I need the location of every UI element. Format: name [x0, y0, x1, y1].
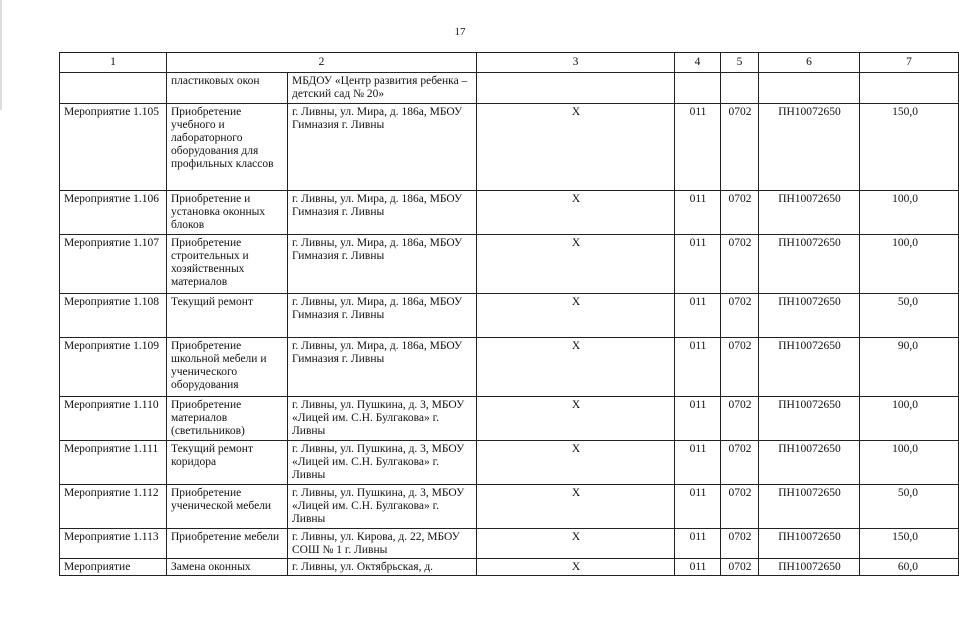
code-cell: ПН10072650 — [759, 338, 860, 397]
header-cell-7: 7 — [860, 53, 959, 73]
col4-cell: 011 — [675, 338, 721, 397]
description-cell: Текущий ремонт коридора — [167, 441, 288, 485]
description-cell: Приобретение мебели — [167, 529, 288, 559]
address-cell: г. Ливны, ул. Мира, д. 186а, МБОУ Гимназия г. Ливны — [288, 294, 477, 338]
description-cell: Приобретение и установка оконных блоков — [167, 191, 288, 235]
col3-cell: Х — [477, 294, 675, 338]
col3-cell — [477, 73, 675, 104]
amount-cell — [860, 73, 959, 104]
table-row — [60, 191, 959, 235]
description-cell: Приобретение материалов (светильников) — [167, 397, 288, 441]
col5-cell: 0702 — [721, 338, 759, 397]
code-cell: ПН10072650 — [759, 397, 860, 441]
address-cell: г. Ливны, ул. Октябрьская, д. — [288, 559, 477, 576]
col3-cell: Х — [477, 397, 675, 441]
address-cell: г. Ливны, ул. Пушкина, д. 3, МБОУ «Лицей им. С.Н. Булгакова» г. Ливны — [288, 441, 477, 485]
amount-cell: 100,0 — [860, 191, 959, 235]
col4-cell — [675, 73, 721, 104]
description-cell: Приобретение школьной мебели и ученического оборудования — [167, 338, 288, 397]
code-cell: ПН10072650 — [759, 559, 860, 576]
code-cell: ПН10072650 — [759, 441, 860, 485]
description-cell: Замена оконных — [167, 559, 288, 576]
address-cell: г. Ливны, ул. Пушкина, д. 3, МБОУ «Лицей им. С.Н. Булгакова» г. Ливны — [288, 485, 477, 529]
col5-cell: 0702 — [721, 441, 759, 485]
measure-cell — [60, 73, 167, 104]
col3-cell: Х — [477, 559, 675, 576]
amount-cell: 90,0 — [860, 338, 959, 397]
measure-cell: Мероприятие 1.111 — [60, 441, 167, 485]
table-row — [60, 397, 959, 441]
col5-cell: 0702 — [721, 397, 759, 441]
code-cell: ПН10072650 — [759, 104, 860, 191]
col4-cell: 011 — [675, 485, 721, 529]
code-cell: ПН10072650 — [759, 485, 860, 529]
header-cell-6: 6 — [759, 53, 860, 73]
col5-cell: 0702 — [721, 191, 759, 235]
col3-cell: Х — [477, 441, 675, 485]
table-row — [60, 73, 959, 104]
measure-cell: Мероприятие 1.113 — [60, 529, 167, 559]
address-cell: г. Ливны, ул. Мира, д. 186а, МБОУ Гимназия г. Ливны — [288, 104, 477, 191]
amount-cell: 100,0 — [860, 235, 959, 294]
address-cell: г. Ливны, ул. Мира, д. 186а, МБОУ Гимназия г. Ливны — [288, 235, 477, 294]
measure-cell: Мероприятие 1.109 — [60, 338, 167, 397]
table-row — [60, 235, 959, 294]
address-cell: г. Ливны, ул. Мира, д. 186а, МБОУ Гимназия г. Ливны — [288, 191, 477, 235]
measure-cell: Мероприятие 1.108 — [60, 294, 167, 338]
code-cell: ПН10072650 — [759, 235, 860, 294]
table-row — [60, 338, 959, 397]
amount-cell: 150,0 — [860, 104, 959, 191]
table-row — [60, 485, 959, 529]
budget-table — [59, 52, 959, 576]
measure-cell: Мероприятие 1.110 — [60, 397, 167, 441]
col3-cell: Х — [477, 235, 675, 294]
address-cell: г. Ливны, ул. Кирова, д. 22, МБОУ СОШ № 1 г. Ливны — [288, 529, 477, 559]
header-cell-4: 4 — [675, 53, 721, 73]
amount-cell: 50,0 — [860, 294, 959, 338]
measure-cell: Мероприятие 1.105 — [60, 104, 167, 191]
table-row — [60, 559, 959, 576]
col5-cell: 0702 — [721, 559, 759, 576]
amount-cell: 60,0 — [860, 559, 959, 576]
code-cell: ПН10072650 — [759, 529, 860, 559]
table-row — [60, 441, 959, 485]
amount-cell: 100,0 — [860, 441, 959, 485]
header-cell-1: 1 — [60, 53, 167, 73]
table-row — [60, 529, 959, 559]
address-cell: МБДОУ «Центр развития ребенка – детский сад № 20» — [288, 73, 477, 104]
amount-cell: 150,0 — [860, 529, 959, 559]
description-cell: Приобретение учебного и лабораторного оборудования для профильных классов — [167, 104, 288, 191]
col4-cell: 011 — [675, 191, 721, 235]
col4-cell: 011 — [675, 294, 721, 338]
col3-cell: Х — [477, 529, 675, 559]
col3-cell: Х — [477, 338, 675, 397]
col3-cell: Х — [477, 191, 675, 235]
col3-cell: Х — [477, 104, 675, 191]
col3-cell: Х — [477, 485, 675, 529]
col5-cell: 0702 — [721, 529, 759, 559]
code-cell: ПН10072650 — [759, 294, 860, 338]
header-cell-3: 3 — [477, 53, 675, 73]
page-number: 17 — [454, 26, 466, 38]
col4-cell: 011 — [675, 529, 721, 559]
measure-cell: Мероприятие 1.107 — [60, 235, 167, 294]
header-row — [60, 53, 959, 73]
col5-cell: 0702 — [721, 235, 759, 294]
amount-cell: 50,0 — [860, 485, 959, 529]
code-cell — [759, 73, 860, 104]
col4-cell: 011 — [675, 235, 721, 294]
measure-cell: Мероприятие 1.112 — [60, 485, 167, 529]
col5-cell: 0702 — [721, 485, 759, 529]
amount-cell: 100,0 — [860, 397, 959, 441]
col4-cell: 011 — [675, 441, 721, 485]
col4-cell: 011 — [675, 397, 721, 441]
address-cell: г. Ливны, ул. Мира, д. 186а, МБОУ Гимназия г. Ливны — [288, 338, 477, 397]
col5-cell — [721, 73, 759, 104]
col5-cell: 0702 — [721, 104, 759, 191]
address-cell: г. Ливны, ул. Пушкина, д. 3, МБОУ «Лицей им. С.Н. Булгакова» г. Ливны — [288, 397, 477, 441]
measure-cell: Мероприятие 1.106 — [60, 191, 167, 235]
description-cell: Приобретение ученической мебели — [167, 485, 288, 529]
description-cell: Текущий ремонт — [167, 294, 288, 338]
col4-cell: 011 — [675, 104, 721, 191]
code-cell: ПН10072650 — [759, 191, 860, 235]
header-cell-5: 5 — [721, 53, 759, 73]
header-cell-2: 2 — [167, 53, 477, 73]
col5-cell: 0702 — [721, 294, 759, 338]
table-row — [60, 104, 959, 191]
description-cell: пластиковых окон — [167, 73, 288, 104]
scan-edge-mark — [0, 0, 2, 110]
measure-cell: Мероприятие — [60, 559, 167, 576]
description-cell: Приобретение строительных и хозяйственных материалов — [167, 235, 288, 294]
col4-cell: 011 — [675, 559, 721, 576]
table-row — [60, 294, 959, 338]
